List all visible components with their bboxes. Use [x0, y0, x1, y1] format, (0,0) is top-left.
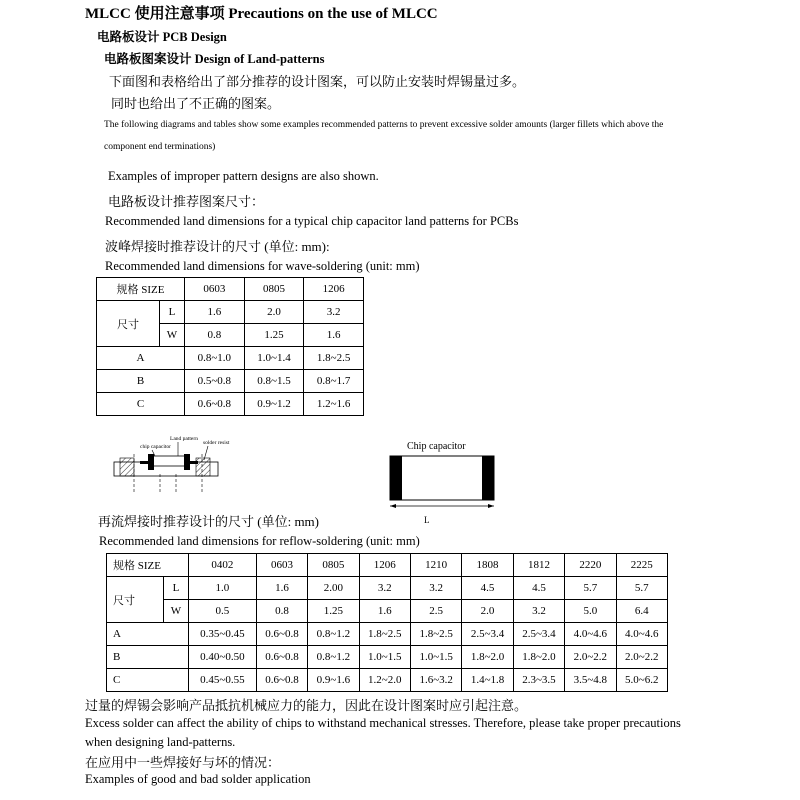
table-cell: 2.5~3.4 — [462, 623, 513, 646]
row-label: W — [160, 324, 185, 347]
size-col: 0805 — [308, 554, 359, 577]
reflow-soldering-table — [106, 553, 668, 692]
table-cell: 2.5~3.4 — [513, 623, 564, 646]
row-label: L — [160, 301, 185, 324]
table-cell: 2.0~2.2 — [616, 646, 667, 669]
wave-cn-title: 波峰焊接时推荐设计的尺寸 (单位: mm): — [105, 239, 330, 254]
table-cell: 0.6~0.8 — [256, 646, 307, 669]
table-cell: 0.40~0.50 — [189, 646, 257, 669]
table-cell: 0.8~1.7 — [304, 370, 364, 393]
row-label: B — [107, 646, 189, 669]
intro-cn-dim: 电路板设计推荐图案尺寸： — [108, 194, 265, 209]
reflow-cn-title: 再流焊接时推荐设计的尺寸 (单位: mm) — [98, 514, 319, 529]
table-row — [97, 278, 364, 301]
table-cell: 1.0~1.5 — [410, 646, 461, 669]
table-cell: 1.6~3.2 — [410, 669, 461, 692]
table-cell: 0.35~0.45 — [189, 623, 257, 646]
table-cell: 1.0 — [189, 577, 257, 600]
footer-cn-line1: 过量的焊锡会影响产品抵抗机械应力的能力，因此在设计图案时应引起注意。 — [85, 698, 528, 713]
table-cell: 5.7 — [616, 577, 667, 600]
wave-en-title: Recommended land dimensions for wave-soldering (unit: mm) — [105, 259, 420, 273]
page-title: MLCC 使用注意事项 Precautions on the use of MLCC — [85, 6, 438, 22]
table-cell: 0.8 — [185, 324, 245, 347]
table-cell: 5.0~6.2 — [616, 669, 667, 692]
table-cell: 1.8~2.5 — [410, 623, 461, 646]
table-cell: 3.2 — [304, 301, 364, 324]
table-cell: 4.0~4.6 — [616, 623, 667, 646]
table-cell: 3.2 — [359, 577, 410, 600]
table-row — [107, 577, 668, 600]
size-col: 0603 — [185, 278, 245, 301]
table-row — [107, 669, 668, 692]
row-label: A — [97, 347, 185, 370]
table-cell: 5.0 — [565, 600, 616, 623]
size-col: 2225 — [616, 554, 667, 577]
footer-en-line2: when designing land-patterns. — [85, 735, 236, 749]
table-cell: 2.5 — [410, 600, 461, 623]
table-cell: 1.4~1.8 — [462, 669, 513, 692]
size-header: 规格 SIZE — [107, 554, 189, 577]
table-row — [107, 623, 668, 646]
table-cell: 0.6~0.8 — [256, 669, 307, 692]
table-cell: 1.2~1.6 — [304, 393, 364, 416]
table-cell: 0.8~1.5 — [244, 370, 304, 393]
table-cell: 1.8~2.0 — [513, 646, 564, 669]
table-cell: 2.00 — [308, 577, 359, 600]
size-col: 2220 — [565, 554, 616, 577]
width-label: W — [485, 466, 494, 476]
footer-en-line1: Excess solder can affect the ability of chips to withstand mechanical stresses. Therefore, please take proper precautions — [85, 716, 681, 730]
size-col: 1808 — [462, 554, 513, 577]
table-cell: 1.2~2.0 — [359, 669, 410, 692]
table-cell: 3.2 — [410, 577, 461, 600]
chip-capacitor-label: chip capacitor — [140, 444, 171, 450]
table-cell: 0.8~1.0 — [185, 347, 245, 370]
footer-cn-line2: 在应用中一些焊接好与坏的情况： — [85, 755, 281, 770]
intro-en-dim: Recommended land dimensions for a typical chip capacitor land patterns for PCBs — [105, 214, 519, 228]
table-cell: 1.8~2.5 — [304, 347, 364, 370]
table-row — [97, 301, 364, 324]
table-cell: 1.0~1.4 — [244, 347, 304, 370]
row-label: W — [164, 600, 189, 623]
size-col: 0805 — [244, 278, 304, 301]
table-cell: 4.5 — [462, 577, 513, 600]
length-label: L — [424, 515, 430, 525]
reflow-en-title: Recommended land dimensions for reflow-soldering (unit: mm) — [99, 534, 420, 548]
table-cell: 4.5 — [513, 577, 564, 600]
table-cell: 6.4 — [616, 600, 667, 623]
intro-cn-line1: 下面图和表格给出了部分推荐的设计图案，可以防止安装时焊锡量过多。 — [109, 74, 526, 89]
footer-en-line3: Examples of good and bad solder application — [85, 772, 311, 786]
table-cell: 0.5 — [189, 600, 257, 623]
size-col: 1812 — [513, 554, 564, 577]
land-pattern-cross-section — [110, 428, 230, 496]
table-cell: 0.6~0.8 — [185, 393, 245, 416]
table-cell: 0.9~1.6 — [308, 669, 359, 692]
intro-en-line3: Examples of improper pattern designs are also shown. — [108, 169, 379, 183]
size-col: 1206 — [304, 278, 364, 301]
table-cell: 0.5~0.8 — [185, 370, 245, 393]
table-row — [97, 393, 364, 416]
table-cell: 1.6 — [185, 301, 245, 324]
table-cell: 2.3~3.5 — [513, 669, 564, 692]
table-cell: 1.6 — [304, 324, 364, 347]
table-cell: 2.0 — [462, 600, 513, 623]
dim-label: 尺寸 — [107, 577, 164, 623]
size-col: 1210 — [410, 554, 461, 577]
table-row — [107, 554, 668, 577]
row-label: L — [164, 577, 189, 600]
table-cell: 1.8~2.0 — [462, 646, 513, 669]
table-cell: 1.0~1.5 — [359, 646, 410, 669]
table-cell: 0.8 — [256, 600, 307, 623]
table-cell: 2.0~2.2 — [565, 646, 616, 669]
table-cell: 5.7 — [565, 577, 616, 600]
table-cell: 0.6~0.8 — [256, 623, 307, 646]
chip-capacitor-title: Chip capacitor — [407, 441, 466, 452]
subsection-title: 电路板图案设计 Design of Land-patterns — [104, 52, 325, 66]
table-cell: 1.6 — [359, 600, 410, 623]
wave-soldering-table — [96, 277, 364, 416]
row-label: B — [97, 370, 185, 393]
table-row — [97, 347, 364, 370]
row-label: C — [107, 669, 189, 692]
row-label: A — [107, 623, 189, 646]
table-cell: 0.45~0.55 — [189, 669, 257, 692]
size-col: 0402 — [189, 554, 257, 577]
table-cell: 1.8~2.5 — [359, 623, 410, 646]
intro-cn-line2: 同时也给出了不正确的图案。 — [111, 96, 281, 111]
intro-en-line1: The following diagrams and tables show some examples recommended patterns to prevent excessive solder amounts (larger fillets which above the — [104, 120, 664, 130]
size-col: 1206 — [359, 554, 410, 577]
table-cell: 1.6 — [256, 577, 307, 600]
size-header: 规格 SIZE — [97, 278, 185, 301]
table-cell: 0.8~1.2 — [308, 623, 359, 646]
section-title: 电路板设计 PCB Design — [97, 30, 227, 44]
table-cell: 1.25 — [308, 600, 359, 623]
table-cell: 2.0 — [244, 301, 304, 324]
table-row — [107, 600, 668, 623]
land-pattern-label: Land pattern — [170, 436, 198, 442]
intro-en-line2: component end terminations) — [104, 142, 216, 152]
table-row — [107, 646, 668, 669]
table-cell: 3.2 — [513, 600, 564, 623]
table-cell: 4.0~4.6 — [565, 623, 616, 646]
table-cell: 3.5~4.8 — [565, 669, 616, 692]
row-label: C — [97, 393, 185, 416]
table-cell: 0.8~1.2 — [308, 646, 359, 669]
table-row — [97, 370, 364, 393]
dim-label: 尺寸 — [97, 301, 160, 347]
table-cell: 1.25 — [244, 324, 304, 347]
size-col: 0603 — [256, 554, 307, 577]
table-cell: 0.9~1.2 — [244, 393, 304, 416]
chip-capacitor-top-view — [380, 436, 510, 528]
solder-resist-label: solder resist — [203, 440, 230, 446]
